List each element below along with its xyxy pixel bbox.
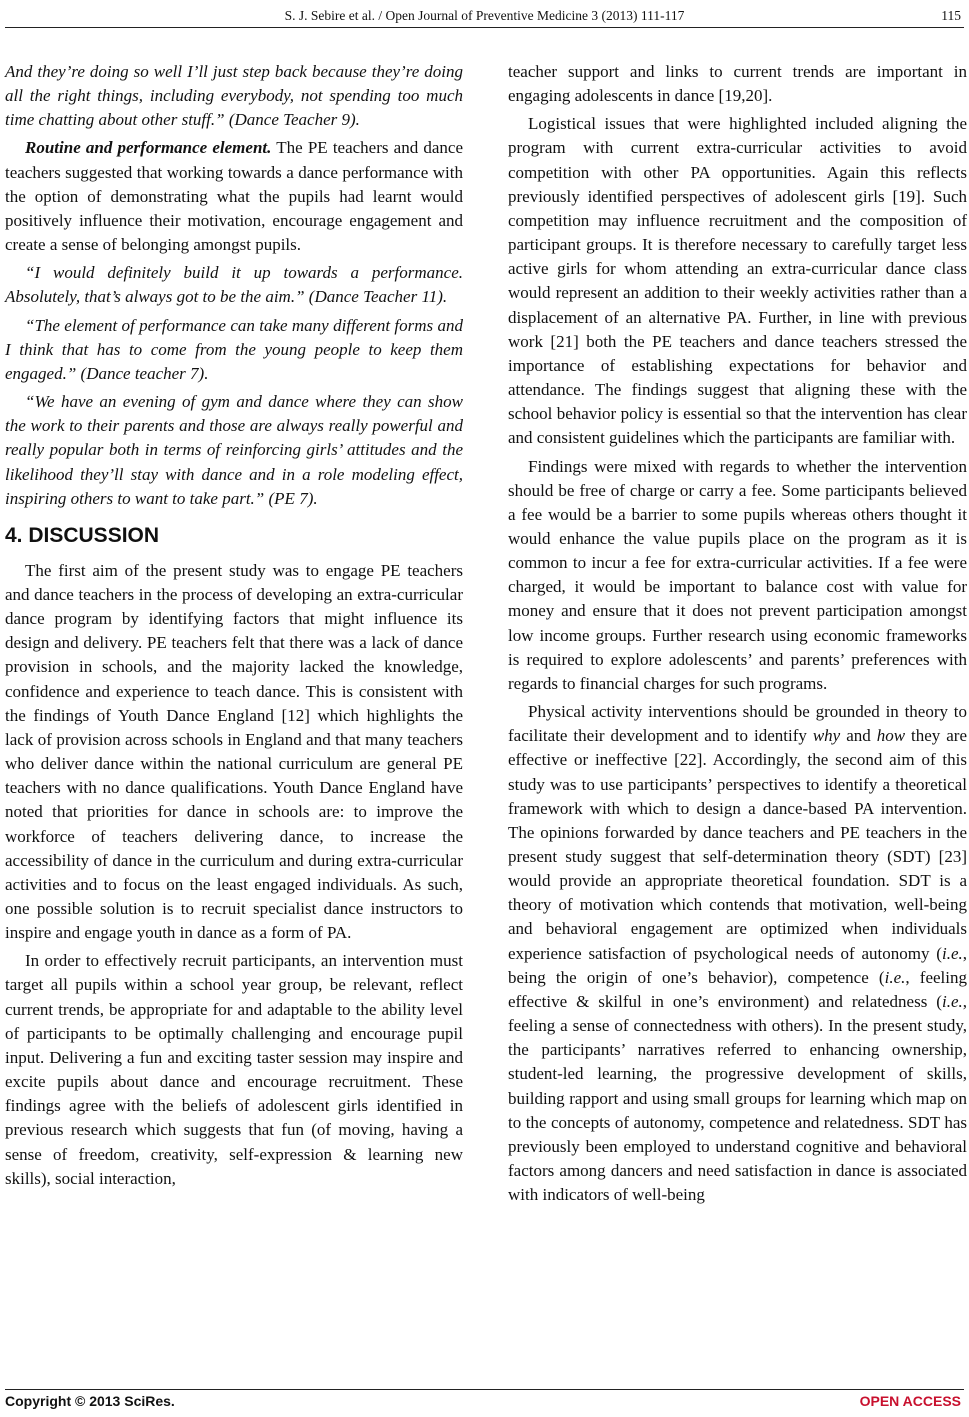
run-in-heading: Routine and performance element. xyxy=(25,138,272,158)
footer-rule xyxy=(5,1389,964,1390)
body-paragraph: Findings were mixed with regards to whether the intervention should be free of charge or carry a fee. Some participants believed a fee would be a barrier to some pupils whereas others thought it would enhance the value pupils place on the program as it is common to incur a fee for extra-curricular activities. If a fee were charged, it would be important to balance cost with value for money and ensure that it does not prevent participation amongst low income groups. Further research using economic frameworks is required to explore adolescents’ and parents’ preferences with regards to financial charges for such programs. xyxy=(508,456,967,693)
quote-paragraph: “The element of performance can take many different forms and I think that has to come from the young people to keep them engaged.” (Dance teacher 7). xyxy=(5,315,463,383)
running-title: S. J. Sebire et al. / Open Journal of Preventive Medicine 3 (2013) 111-117 xyxy=(284,8,685,23)
page-number: 115 xyxy=(941,8,961,23)
left-column xyxy=(5,60,463,1195)
copyright-notice: Copyright © 2013 SciRes. xyxy=(5,1393,175,1409)
quote-paragraph: And they’re doing so well I’ll just step back because they’re doing all the right things, including everybody, not spending too much time chatting about other stuff.” (Dance Teacher 9). xyxy=(5,62,463,130)
right-column xyxy=(508,60,967,1211)
quote-paragraph: “We have an evening of gym and dance where they can show the work to their parents and those are always really powerful and really popular both in terms of reinforcing girls’ attitudes and the likelihood they’ll stay with dance and in a role modeling effect, inspiring others to want to take part.” (PE 7). xyxy=(5,392,463,508)
body-paragraph: Routine and performance element. The PE teachers and dance teachers suggested that working towards a dance performance with the option of demonstrating what the pupils had learnt would positively influence their motivation, encourage engagement and create a sense of belonging amongst pupils. xyxy=(5,138,463,255)
body-paragraph: Physical activity interventions should be grounded in theory to facilitate their development and to identify why and how they are effective or ineffective [22]. Accordingly, the second aim of this study was to use participants’ perspectives to identify a theoretical framework with which to design a dance-based PA intervention. The opinions forwarded by dance teachers and PE teachers in the present study suggest that self-determination theory (SDT) [23] would provide an appropriate theoretical foundation. SDT is a theory of motivation which contends that motivation, well-being and behavioral engagement are optimized when individuals experience satisfaction of psychological needs of autonomy (i.e., being the origin of one’s behavior), competence (i.e., feeling effective & skilful in one’s environment) and relatedness (i.e., feeling a sense of connectedness with others). In the present study, the participants’ narratives referred to enhancing ownership, student-led learning, the progressive development of skills, building rapport and using small groups for learning which map on to the concepts of autonomy, competence and relatedness. SDT has previously been employed to understand cognitive and behavioral factors among dancers and need satisfaction in dance is associated with indicators of well-being xyxy=(508,702,968,1205)
body-paragraph: Logistical issues that were highlighted included aligning the program with current extra-curricular activities to avoid competition with other PA opportunities. Again this reflects previously identified perspectives of adolescent girls [19]. Such competition may influence recruitment and the composition of participant groups. It is therefore necessary to carefully target less active girls for whom attending an extra-curricular dance class would represent an addition to their weekly activities rather than a displacement of an alternative PA. Further, in line with previous work [21] both the PE teachers and dance teachers stressed the importance of establishing expectations for behavior and attendance. The findings suggest that aligning these with the school behavior policy is essential so that the intervention has clear and consistent guidelines which the participants are familiar with. xyxy=(508,114,967,448)
open-access-label: OPEN ACCESS xyxy=(859,1393,961,1409)
body-paragraph: In order to effectively recruit participants, an intervention must target all pupils within a school year group, be relevant, reflect current trends, be appropriate for and adaptable to the ability level of participants to be optimally challenging and encourage pupil input. Delivering a fun and exciting taster session may inspire and excite pupils about dance and encourage recruitment. These findings agree with the beliefs of adolescent girls identified in previous research which suggests that fun (of moving, having a sense of freedom, creativity, self-expression & learning new skills), social interaction, xyxy=(5,951,463,1188)
page-footer xyxy=(5,1393,964,1413)
body-paragraph: teacher support and links to current trends are important in engaging adolescents in dance [19,20]. xyxy=(508,62,967,106)
quote-paragraph: “I would definitely build it up towards a performance. Absolutely, that’s always got to be the aim.” (Dance Teacher 11). xyxy=(5,263,463,307)
running-head xyxy=(0,6,969,26)
body-paragraph: The first aim of the present study was to engage PE teachers and dance teachers in the process of developing an extra-curricular dance program by identifying factors that might influence its design and delivery. PE teachers felt that there was a lack of dance provision in schools, and the majority lacked the knowledge, confidence and experience to teach dance. This is consistent with the findings of Youth Dance England [12] which highlights the lack of provision across schools in England and that many teachers who deliver dance within the national curriculum are general PE teachers with no dance qualifications. Youth Dance England have noted that priorities for dance in schools are: to improve the workforce of teachers delivering dance, to increase the accessibility of dance in the curriculum and during extra-curricular activities and to focus on the least engaged individuals. As such, one possible solution is to recruit specialist dance instructors to inspire and engage youth in dance as a form of PA. xyxy=(5,560,463,943)
section-heading: 4. DISCUSSION xyxy=(5,523,160,547)
header-rule xyxy=(5,27,964,28)
